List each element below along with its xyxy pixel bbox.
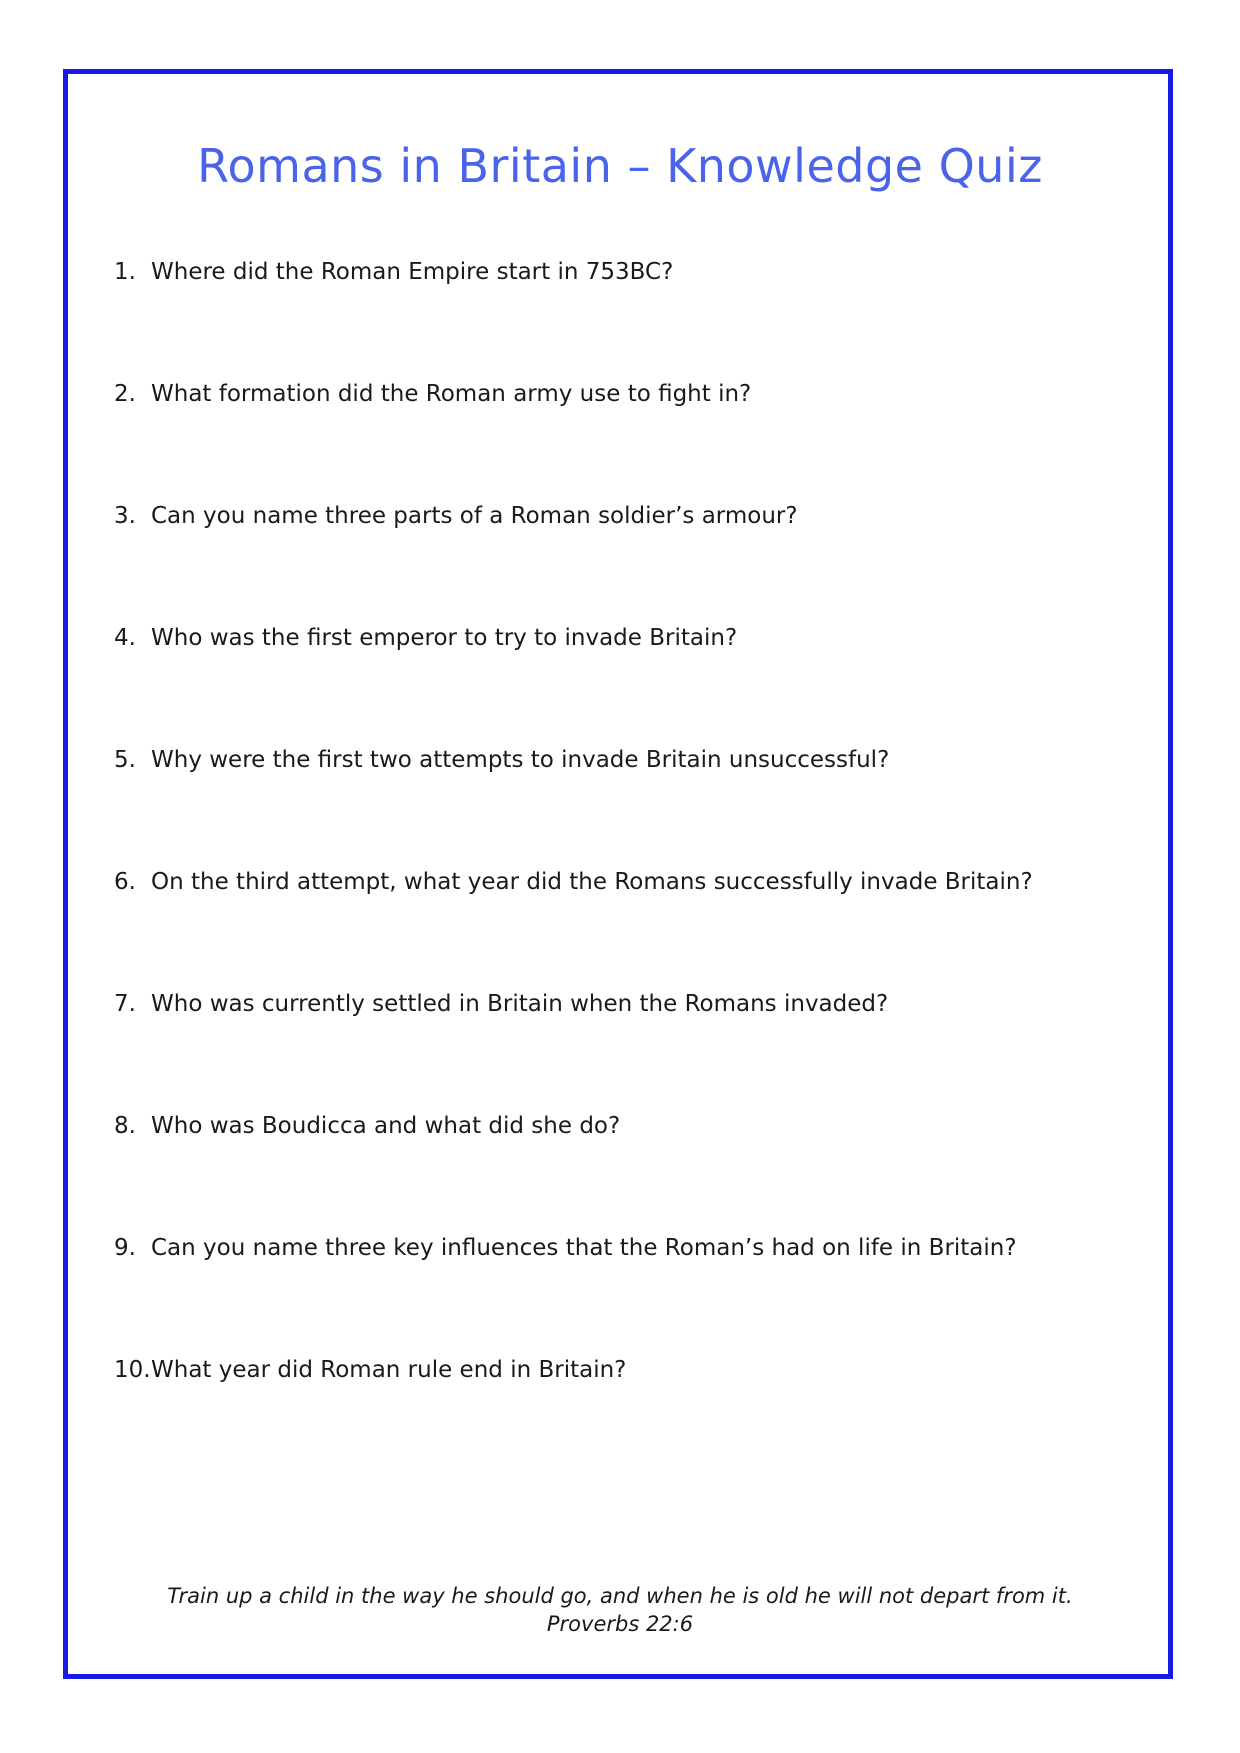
page-title: Romans in Britain – Knowledge Quiz [197, 139, 1043, 193]
quiz-question [114, 624, 1114, 746]
question-text: On the third attempt, what year did the Romans successfully invade Britain? [151, 869, 1033, 895]
question-text: Where did the Roman Empire start in 753BC? [151, 259, 674, 285]
question-text: What formation did the Roman army use to fight in? [151, 381, 752, 407]
quiz-question [114, 1234, 1114, 1356]
question-number: 10. [114, 1357, 151, 1383]
footer-verse: Train up a child in the way he should go, and when he is old he will not depart from it. [167, 1584, 1073, 1608]
quiz-question [114, 746, 1114, 868]
quiz-question [114, 1112, 1114, 1234]
question-text: Can you name three key influences that the Roman’s had on life in Britain? [151, 1235, 1017, 1261]
quiz-question [114, 868, 1114, 990]
question-number: 3. [114, 503, 136, 529]
question-text: Who was currently settled in Britain when the Romans invaded? [151, 991, 889, 1017]
quiz-question [114, 502, 1114, 624]
question-text: What year did Roman rule end in Britain? [151, 1357, 627, 1383]
question-number: 5. [114, 747, 136, 773]
footer-quote [0, 1582, 1240, 1638]
question-number: 8. [114, 1113, 136, 1139]
question-text: Why were the first two attempts to invade Britain unsuccessful? [151, 747, 890, 773]
footer-reference: Proverbs 22:6 [546, 1612, 694, 1636]
question-text: Can you name three parts of a Roman soldier’s armour? [151, 503, 798, 529]
question-number: 6. [114, 869, 136, 895]
question-text: Who was Boudicca and what did she do? [151, 1113, 621, 1139]
quiz-question [114, 380, 1114, 502]
question-number: 9. [114, 1235, 136, 1261]
quiz-question [114, 990, 1114, 1112]
question-text: Who was the first emperor to try to invade Britain? [151, 625, 738, 651]
question-number: 1. [114, 259, 136, 285]
question-number: 2. [114, 381, 136, 407]
quiz-question [114, 258, 1114, 380]
quiz-question-list [114, 258, 1114, 1478]
question-number: 4. [114, 625, 136, 651]
question-number: 7. [114, 991, 136, 1017]
quiz-question [114, 1356, 1114, 1478]
